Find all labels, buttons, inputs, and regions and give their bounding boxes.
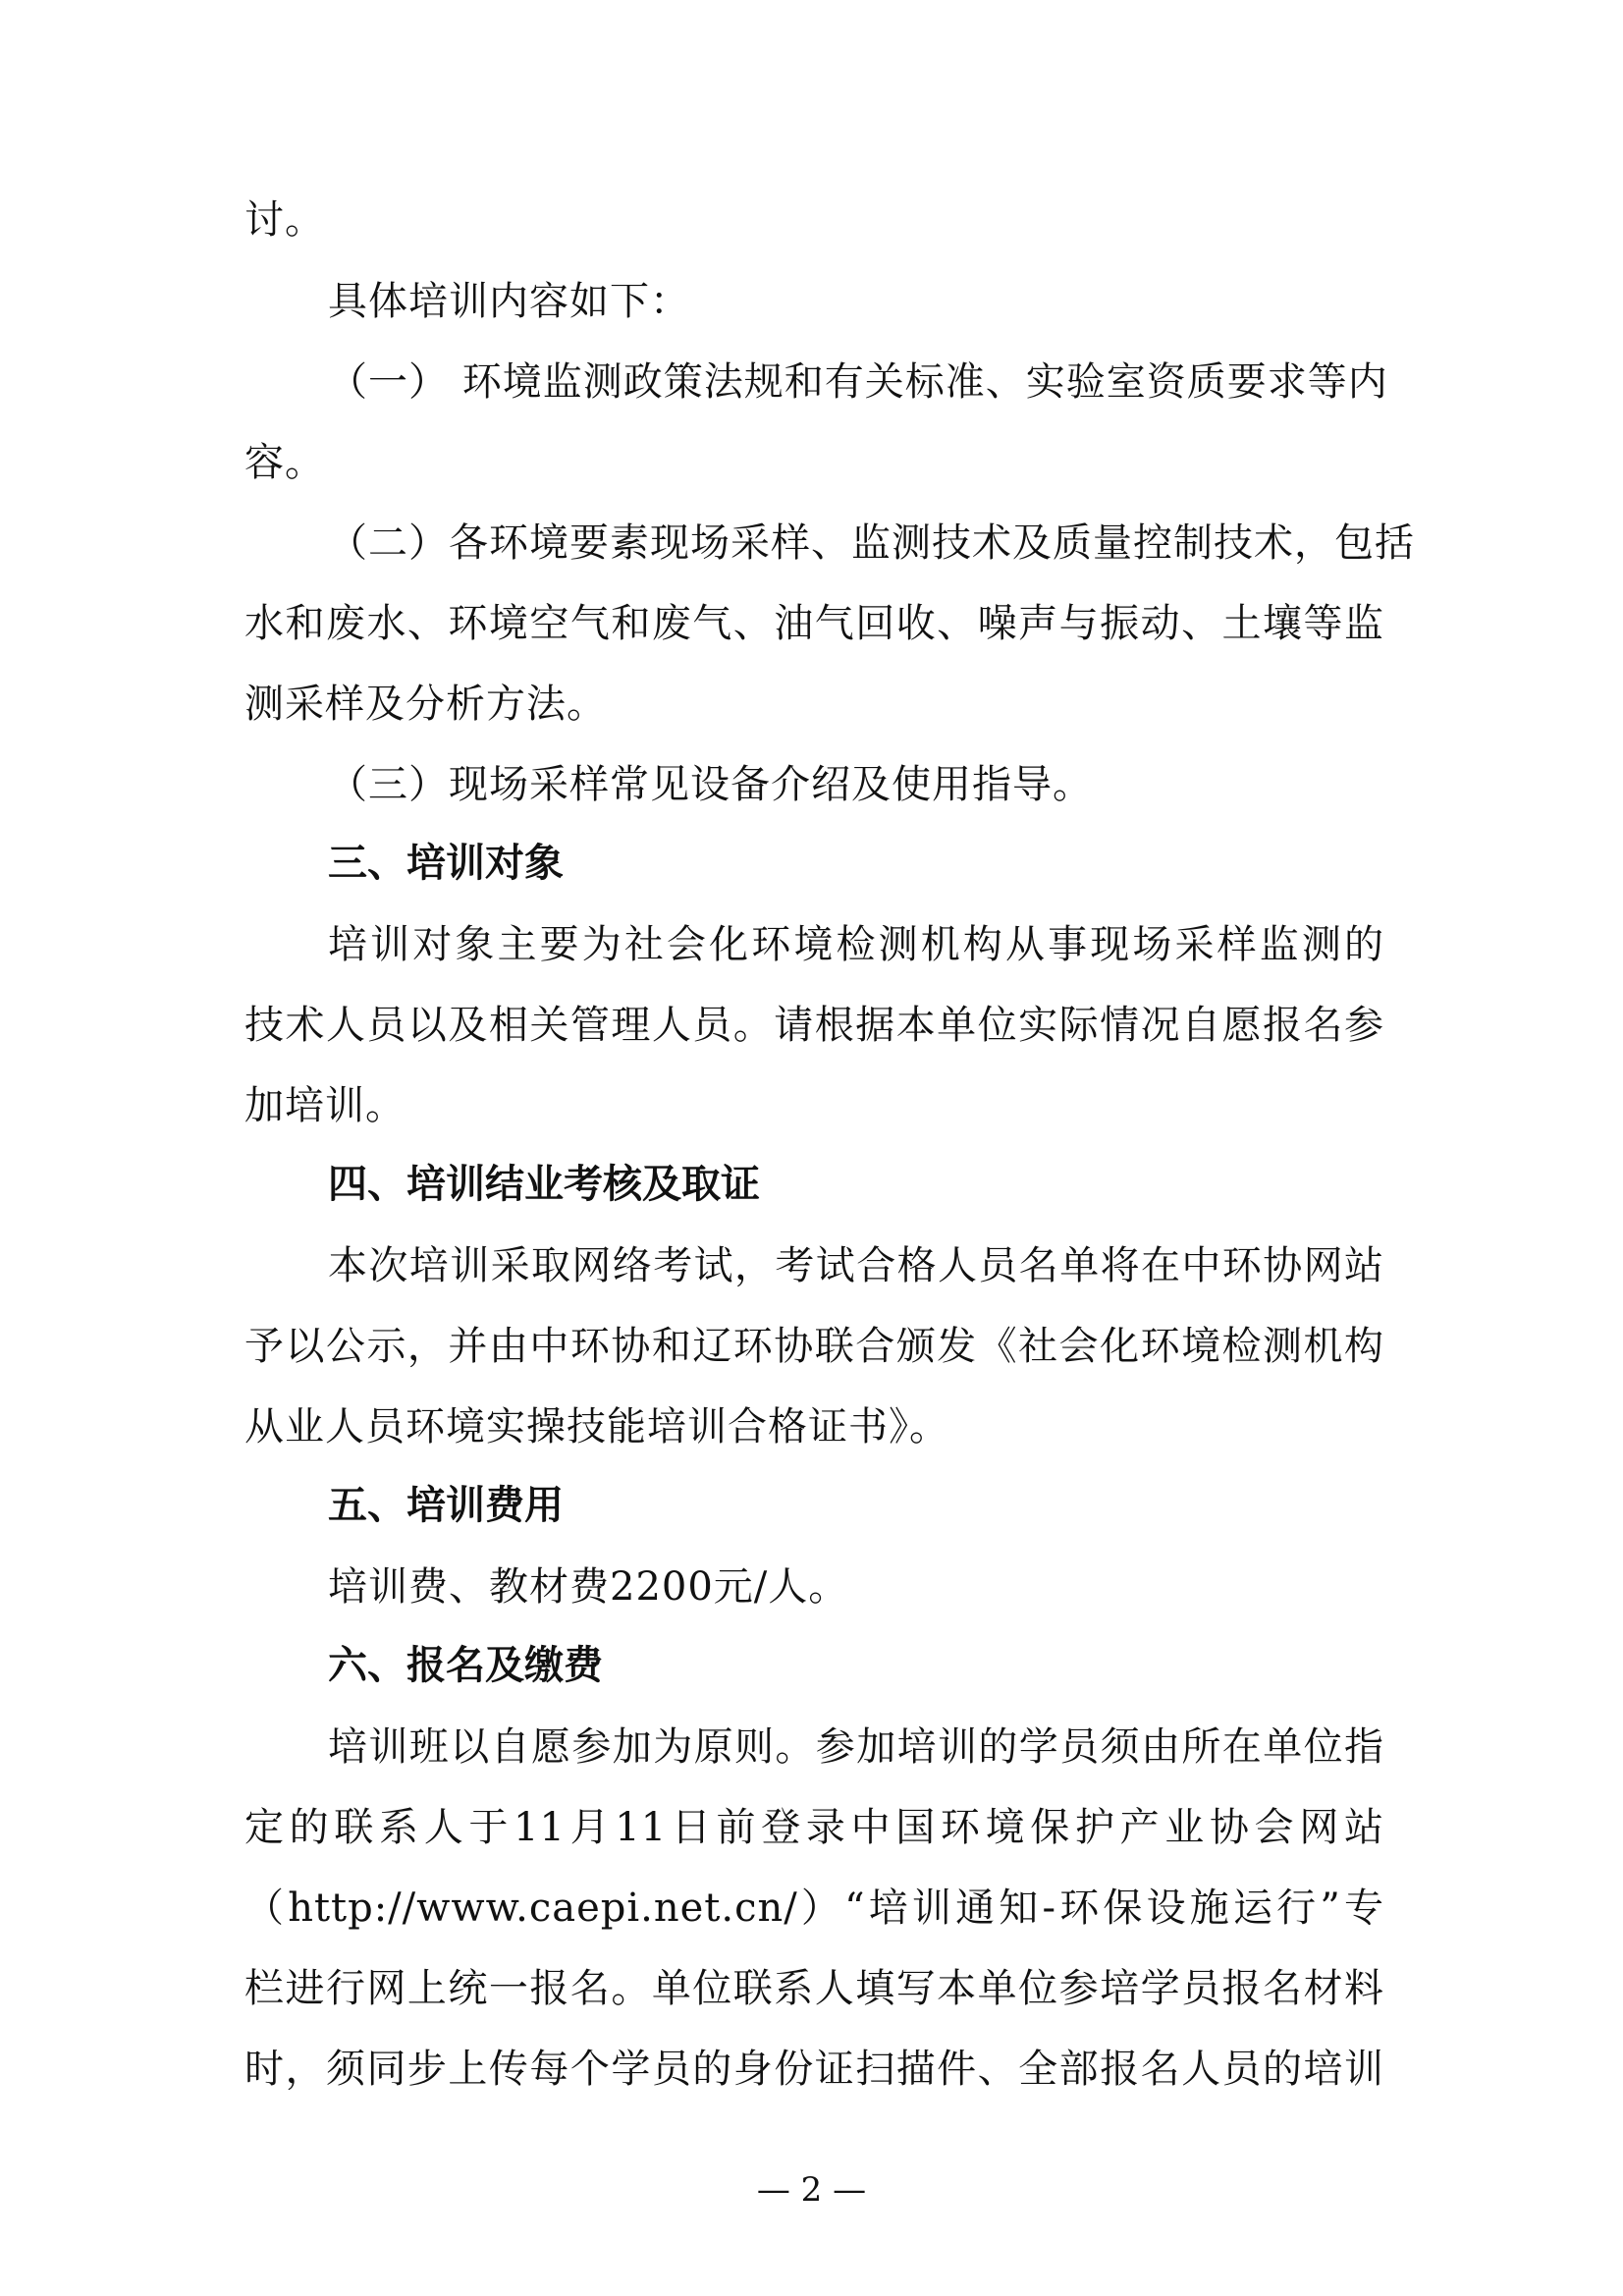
text-line: 时，须同步上传每个学员的身份证扫描件、全部报名人员的培训 <box>244 2047 1384 2092</box>
text-line: 培训对象主要为社会化环境检测机构从事现场采样监测的 <box>328 922 1384 967</box>
text-line: 具体培训内容如下： <box>328 279 690 324</box>
text-line: 容。 <box>244 440 325 485</box>
section-heading-6: 六、报名及缴费 <box>328 1643 603 1688</box>
section-heading-5: 五、培训费用 <box>328 1483 564 1528</box>
text-line: （二）各环境要素现场采样、监测技术及质量控制技术，包括 <box>328 520 1415 566</box>
text-line: 培训费、教材费2200元/人。 <box>328 1564 849 1610</box>
text-line: 加培训。 <box>244 1083 406 1128</box>
text-line: 培训班以自愿参加为原则。参加培训的学员须由所在单位指 <box>328 1724 1384 1770</box>
text-line: 测采样及分析方法。 <box>244 682 607 727</box>
text-line: 讨。 <box>244 197 325 243</box>
text-line: 水和废水、环境空气和废气、油气回收、噪声与振动、土壤等监 <box>244 601 1384 646</box>
text-line: 予以公示，并由中环协和辽环协联合颁发《社会化环境检测机构 <box>244 1324 1384 1369</box>
text-line: 定的联系人于11月11日前登录中国环境保护产业协会网站 <box>244 1805 1384 1850</box>
section-heading-4: 四、培训结业考核及取证 <box>328 1162 760 1207</box>
text-line: 栏进行网上统一报名。单位联系人填写本单位参培学员报名材料 <box>244 1966 1384 2011</box>
text-line: （三）现场采样常见设备介绍及使用指导。 <box>328 762 1093 807</box>
text-line: （一） 环境监测政策法规和有关标准、实验室资质要求等内 <box>328 359 1388 405</box>
section-heading-3: 三、培训对象 <box>328 841 564 886</box>
page-number: — 2 — <box>756 2170 867 2210</box>
text-line: 技术人员以及相关管理人员。请根据本单位实际情况自愿报名参 <box>244 1003 1384 1048</box>
text-line: （http://www.caepi.net.cn/）“培训通知-环保设施运行”专 <box>244 1886 1384 1931</box>
text-line: 本次培训采取网络考试，考试合格人员名单将在中环协网站 <box>328 1243 1384 1288</box>
text-line: 从业人员环境实操技能培训合格证书》。 <box>244 1404 949 1449</box>
